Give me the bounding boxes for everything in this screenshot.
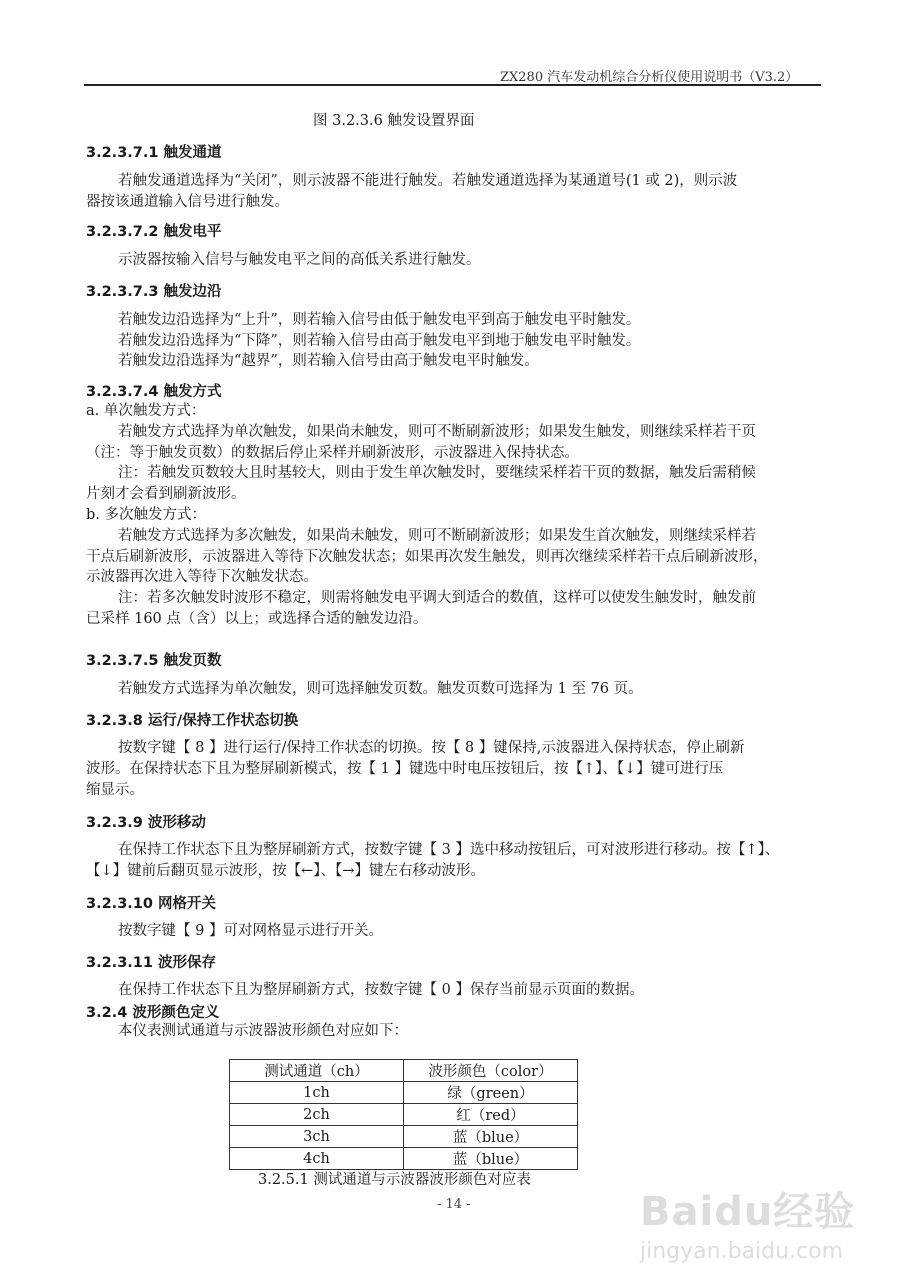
paragraph-line: b. 多次触发方式： [86,507,206,523]
table-row [230,1148,578,1170]
watermark-url: jingyan.baidu.com [640,1239,844,1264]
section-heading: 3.2.3.7.2 触发电平 [86,224,222,240]
paragraph-line: 已采样 160 点（含）以上；或选择合适的触发边沿。 [86,611,428,627]
paragraph-line: 【↓】键前后翻页显示波形，按【←】、【→】键左右移动波形。 [86,863,485,879]
paragraph-line: 若触发边沿选择为“下降”，则若输入信号由高于触发电平到地于触发电平时触发。 [118,333,641,349]
table-cell: 蓝（blue） [404,1126,578,1148]
paragraph-line: 片刻才会看到刷新波形。 [86,486,246,502]
paragraph-line: 在保持工作状态下且为整屏刷新方式，按数字键【 0 】保存当前显示页面的数据。 [118,982,644,998]
table-cell: 红（red） [404,1104,578,1126]
section-heading: 3.2.3.11 波形保存 [86,955,217,971]
section-heading: 3.2.3.7.4 触发方式 [86,384,222,400]
page-number: - 14 - [437,1197,471,1212]
paragraph-line: 器按该通道输入信号进行触发。 [86,194,289,210]
paragraph-line: 干点后刷新波形，示波器进入等待下次触发状态；如果再次发生触发，则再次继续采样若干点后刷新波形， [86,549,768,565]
paragraph-line: 若触发方式选择为单次触发，则可选择触发页数。触发页数可选择为 1 至 76 页。 [118,681,643,697]
table-cell: 1ch [230,1082,404,1104]
section-heading: 3.2.3.8 运行/保持工作状态切换 [86,713,299,729]
section-heading: 3.2.3.7.5 触发页数 [86,653,222,669]
watermark-logo: Baidu经验 [640,1189,856,1235]
paragraph-line: a. 单次触发方式： [86,403,206,419]
paragraph-line: 缩显示。 [86,782,144,798]
table-row [230,1126,578,1148]
paragraph-line: 在保持工作状态下且为整屏刷新方式，按数字键【 3 】选中移动按钮后，可对波形进行移动。按【↑】、 [118,842,780,858]
paragraph-line: 若触发边沿选择为“越界”，则若输入信号由高于触发电平时触发。 [118,353,539,369]
table-cell: 绿（green） [404,1082,578,1104]
table-row [230,1082,578,1104]
table-header-row [230,1060,578,1082]
paragraph-line: 按数字键【 9 】可对网格显示进行开关。 [118,923,383,939]
paragraph-line: 注：若多次触发时波形不稳定，则需将触发电平调大到适合的数值，这样可以使发生触发时，触发前 [118,590,756,606]
paragraph-line: 示波器按输入信号与触发电平之间的高低关系进行触发。 [118,252,481,268]
header-rule [84,84,821,86]
table-cell: 2ch [230,1104,404,1126]
column-header: 波形颜色（color） [404,1060,578,1082]
table-caption: 3.2.5.1 测试通道与示波器波形颜色对应表 [258,1172,531,1188]
baidu-watermark [640,1180,855,1264]
paragraph-line: 若触发方式选择为单次触发，如果尚未触发，则可不断刷新波形；如果发生触发，则继续采样若干页 [118,424,756,440]
figure-caption: 图 3.2.3.6 触发设置界面 [313,113,475,129]
paragraph-line: 示波器再次进入等待下次触发状态。 [86,569,318,585]
section-heading: 3.2.3.10 网格开关 [86,896,217,912]
section-heading: 3.2.4 波形颜色定义 [86,1005,220,1021]
channel-color-table [229,1059,578,1170]
section-heading: 3.2.3.7.1 触发通道 [86,145,222,161]
paragraph-line: 若触发通道选择为“关闭”，则示波器不能进行触发。若触发通道选择为某通道号(1 或 2)，则示波 [118,173,738,189]
paragraph-line: 按数字键【 8 】进行运行/保持工作状态的切换。按【 8 】键保持,示波器进入保持状态，停止刷新 [118,740,745,756]
section-heading: 3.2.3.7.3 触发边沿 [86,284,222,300]
paragraph-line: 本仪表测试通道与示波器波形颜色对应如下： [118,1023,408,1039]
paragraph-line: （注：等于触发页数）的数据后停止采样并刷新波形，示波器进入保持状态。 [86,445,579,461]
table-cell: 3ch [230,1126,404,1148]
paragraph-line: 若触发边沿选择为“上升”，则若输入信号由低于触发电平到高于触发电平时触发。 [118,312,641,328]
paragraph-line: 注：若触发页数较大且时基较大，则由于发生单次触发时，要继续采样若干页的数据，触发后需稍候 [118,465,756,481]
table-row [230,1104,578,1126]
table-cell: 4ch [230,1148,404,1170]
running-header: ZX280 汽车发动机综合分析仪使用说明书（V3.2） [500,70,799,85]
paragraph-line: 波形。在保持状态下且为整屏刷新模式，按【 1 】键选中时电压按钮后，按【↑】、【↓】键可进行压 [86,761,724,777]
column-header: 测试通道（ch） [230,1060,404,1082]
section-heading: 3.2.3.9 波形移动 [86,815,206,831]
table-cell: 蓝（blue） [404,1148,578,1170]
paragraph-line: 若触发方式选择为多次触发，如果尚未触发，则可不断刷新波形；如果发生首次触发，则继续采样若 [118,528,756,544]
